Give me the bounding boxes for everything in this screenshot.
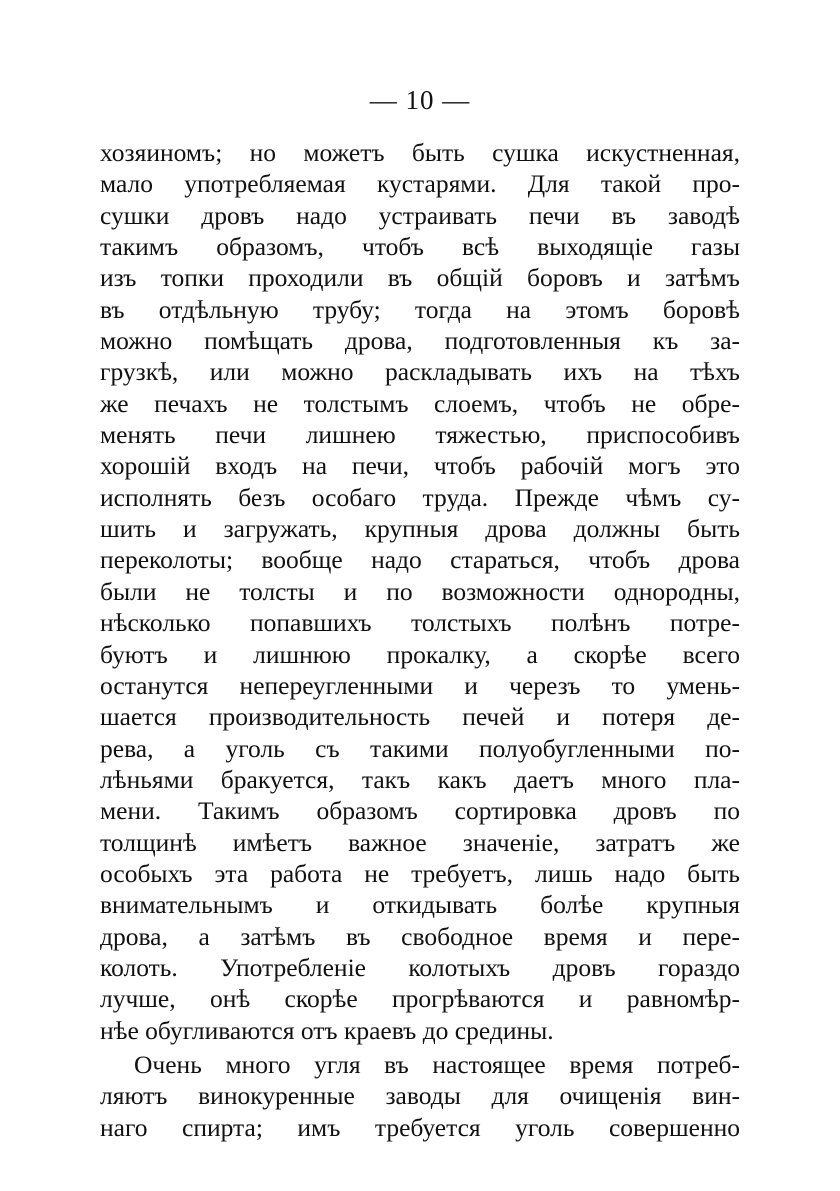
text-line: хорошій входъ на печи, чтобъ рабочій могъ это [100, 451, 740, 481]
text-line: рева, а уголь съ такими полуобугленными по- [100, 733, 740, 763]
text-line: менять печи лишнею тяжестью, приспособивъ [100, 420, 740, 450]
text-line: внимательнымъ и откидывать болѣе крупныя [100, 890, 740, 920]
text-line: лѣньями бракуется, такъ какъ даетъ много пла- [100, 764, 740, 794]
text-line: дрова, а затѣмъ въ свободное время и пере- [100, 921, 740, 951]
text-line: наго спирта; имъ требуется уголь совершенно [100, 1112, 740, 1142]
text-line: такимъ образомъ, чтобъ всѣ выходящіе газы [100, 232, 740, 262]
text-line: мало употребляемая кустарями. Для такой про- [100, 169, 740, 199]
text-line: переколоты; вообще надо стараться, чтобъ дрова [100, 545, 740, 575]
text-line: хозяиномъ; но можетъ быть сушка искустненная, [100, 138, 740, 167]
text-line: можно помѣщать дрова, подготовленныя къ за- [100, 326, 740, 356]
text-line: грузкѣ, или можно раскладывать ихъ на тѣхъ [100, 357, 740, 387]
text-line: останутся непереугленными и черезъ то умень- [100, 670, 740, 700]
text-line: толщинѣ имѣетъ важное значеніе, затратъ же [100, 827, 740, 857]
text-line: буютъ и лишнюю прокалку, а скорѣе всего [100, 639, 740, 669]
text-line: нѣсколько попавшихъ толстыхъ полѣнъ потре- [100, 608, 740, 638]
text-line: сушки дровъ надо устраивать печи въ заводѣ [100, 200, 740, 230]
text-line: Очень много угля въ настоящее время потреб- [134, 1049, 740, 1079]
text-line: были не толсты и по возможности однородны, [100, 576, 740, 606]
body-text [100, 137, 740, 1143]
text-line: мени. Такимъ образомъ сортировка дровъ по [100, 796, 740, 826]
text-line: особыхъ эта работа не требуетъ, лишь надо быть [100, 858, 740, 888]
text-line: шить и загружать, крупныя дрова должны быть [100, 514, 740, 544]
text-line: же печахъ не толстымъ слоемъ, чтобъ не обре- [100, 388, 740, 418]
text-line: ляютъ винокуренные заводы для очищенія вин- [100, 1081, 740, 1111]
text-line: колоть. Употребленіе колотыхъ дровъ гораздо [100, 952, 740, 982]
text-line: шается производительность печей и потеря де- [100, 702, 740, 732]
text-line: исполнять безъ особаго труда. Прежде чѣмъ су- [100, 482, 740, 512]
text-line: нѣе обугливаются отъ краевъ до средины. [100, 1015, 554, 1045]
text-line: лучше, онѣ скорѣе прогрѣваются и равномѣр- [100, 984, 740, 1014]
text-line: изъ топки проходили въ общій боровъ и затѣмъ [100, 263, 740, 293]
text-line: въ отдѣльную трубу; тогда на этомъ боровѣ [100, 294, 740, 324]
page-number: — 10 — [369, 85, 471, 115]
